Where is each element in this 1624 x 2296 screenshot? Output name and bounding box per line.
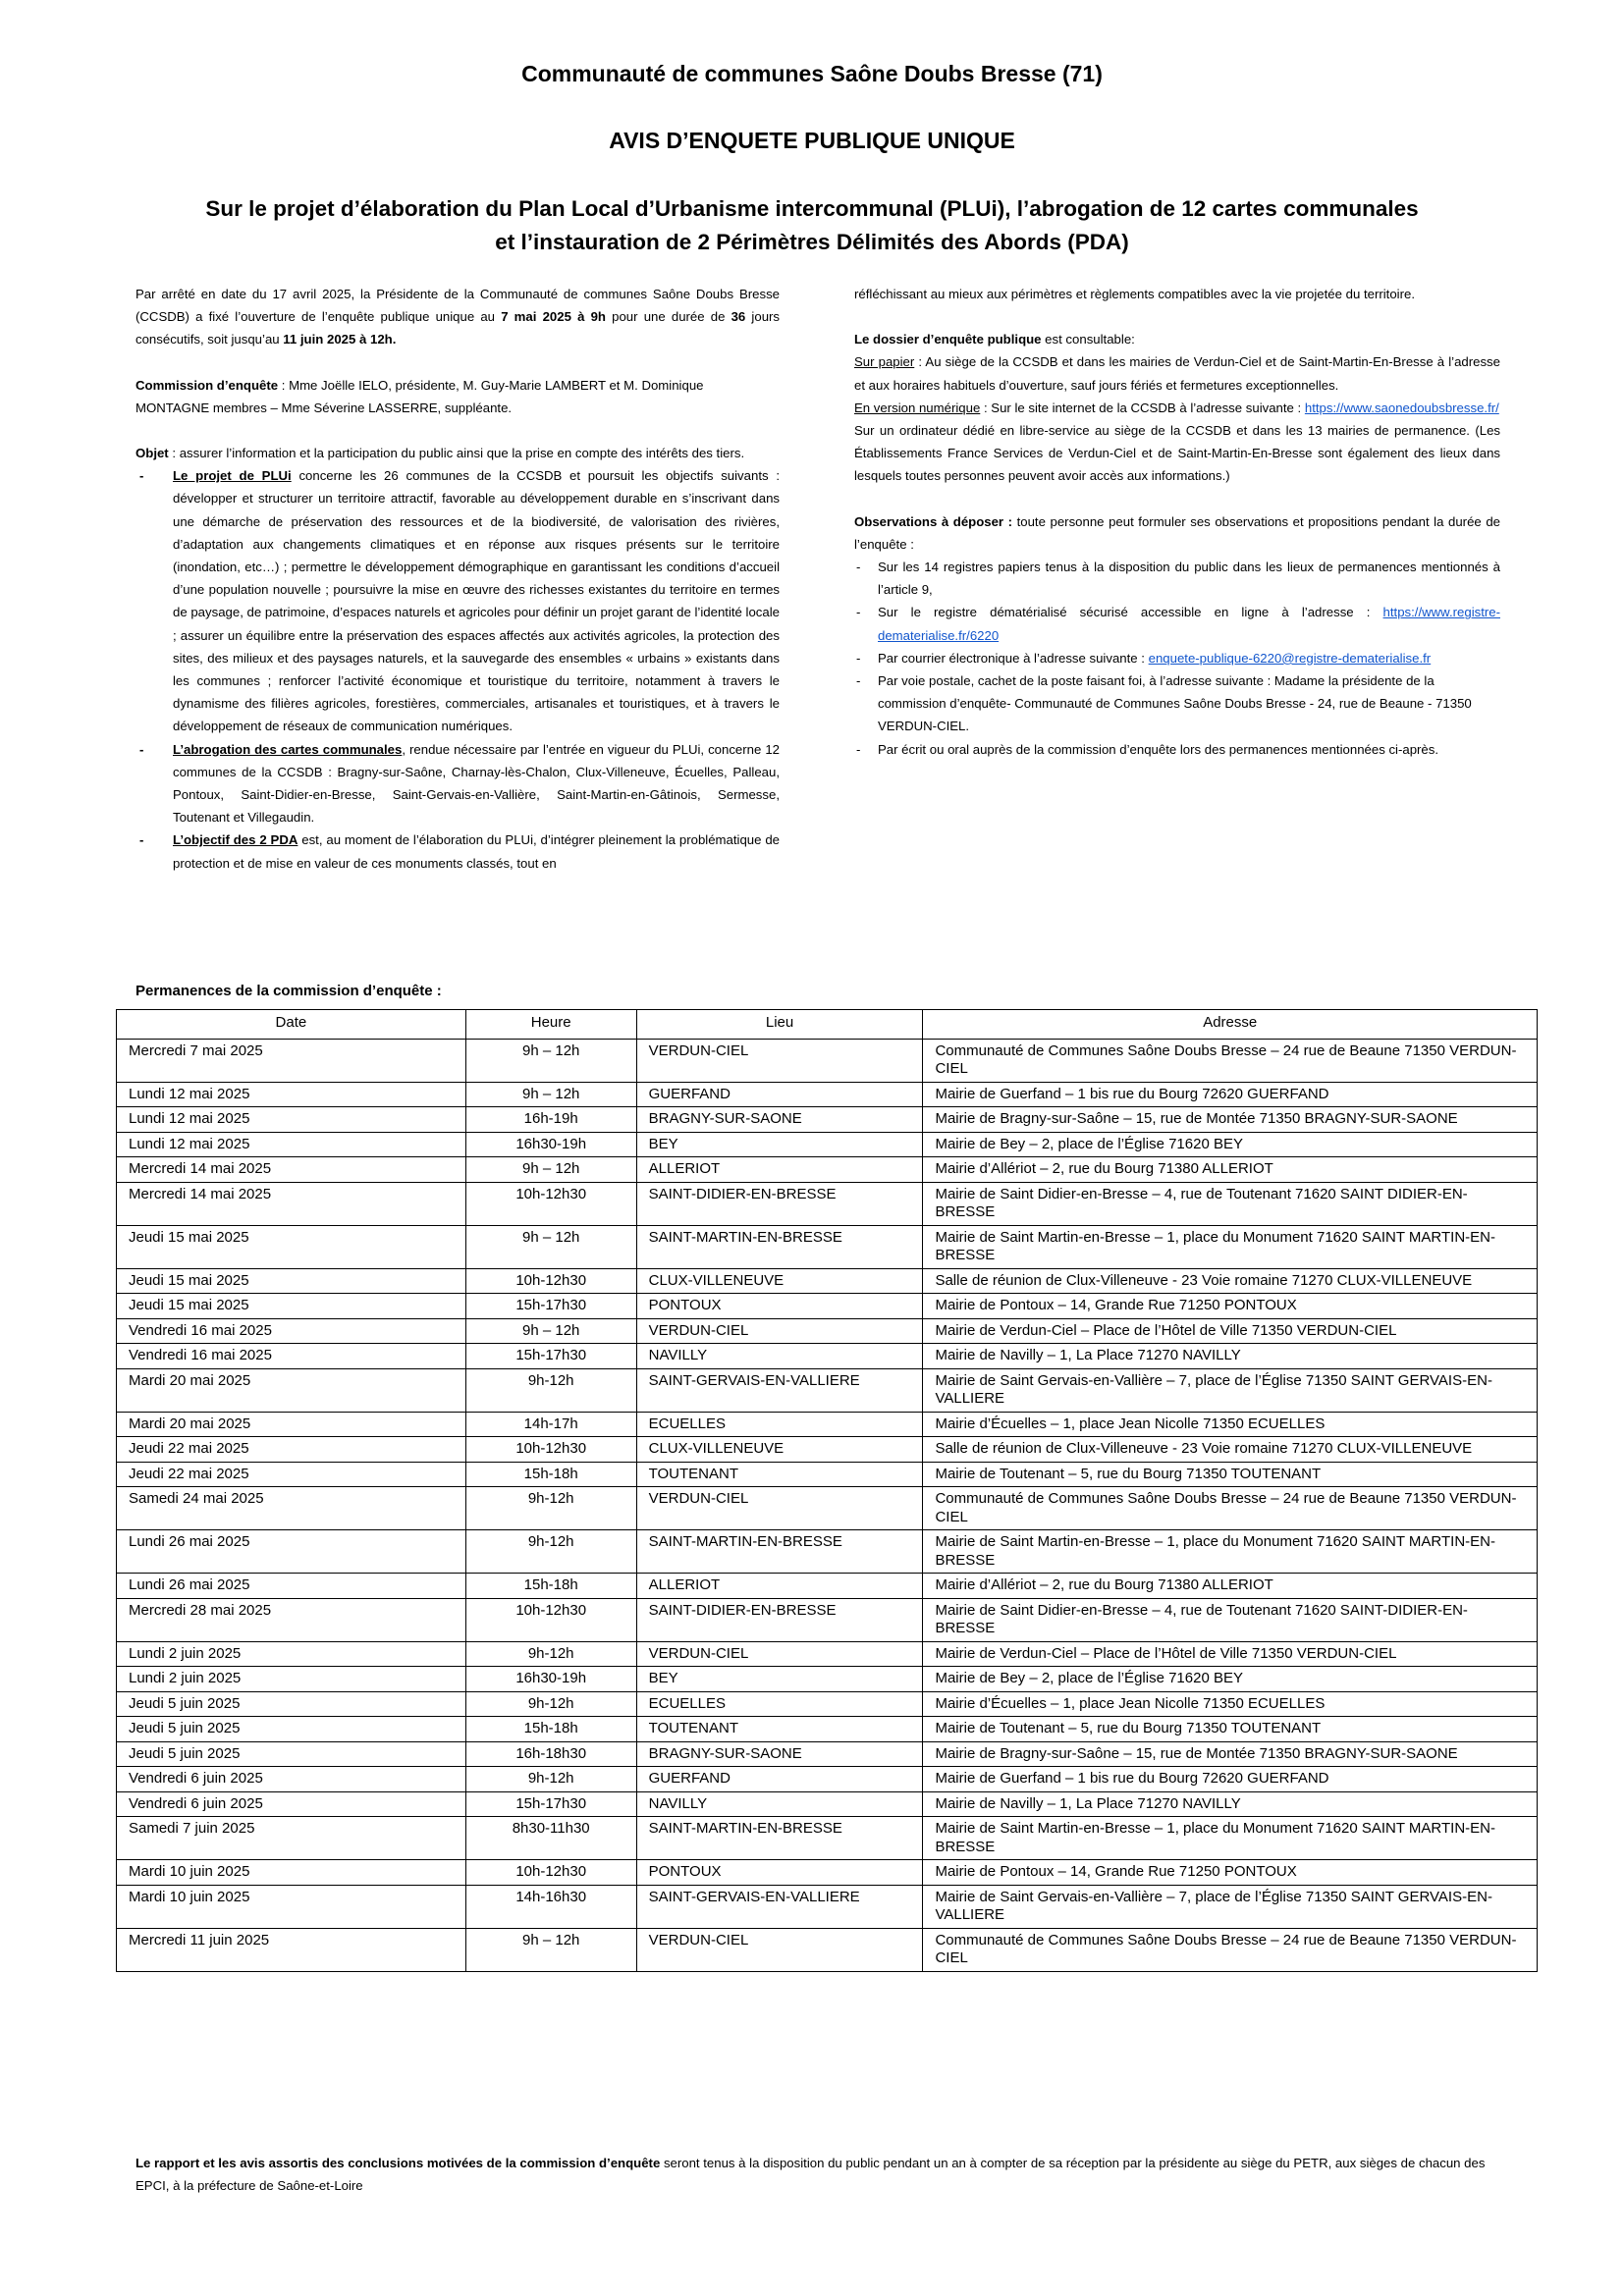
cell-heure: 9h-12h [465, 1691, 636, 1717]
cell-heure: 16h30-19h [465, 1667, 636, 1692]
cell-lieu: NAVILLY [636, 1791, 923, 1817]
cell-adresse: Mairie de Navilly – 1, La Place 71270 NAVILLY [923, 1344, 1538, 1369]
cell-lieu: SAINT-MARTIN-EN-BRESSE [636, 1530, 923, 1574]
cell-date: Samedi 24 mai 2025 [117, 1487, 466, 1530]
cell-heure: 14h-16h30 [465, 1885, 636, 1928]
table-row [117, 1082, 1538, 1107]
cell-adresse: Salle de réunion de Clux-Villeneuve - 23 Voie romaine 71270 CLUX-VILLENEUVE [923, 1268, 1538, 1294]
table-row [117, 1691, 1538, 1717]
cell-heure: 9h – 12h [465, 1225, 636, 1268]
cell-lieu: BEY [636, 1132, 923, 1157]
cell-heure: 9h – 12h [465, 1928, 636, 1971]
cell-lieu: ALLERIOT [636, 1157, 923, 1183]
header-adresse: Adresse [923, 1010, 1538, 1040]
table-row [117, 1885, 1538, 1928]
cell-lieu: BEY [636, 1667, 923, 1692]
cell-lieu: ECUELLES [636, 1691, 923, 1717]
cell-date: Vendredi 6 juin 2025 [117, 1791, 466, 1817]
cell-lieu: CLUX-VILLENEUVE [636, 1437, 923, 1463]
header-heure: Heure [465, 1010, 636, 1040]
cell-heure: 15h-18h [465, 1462, 636, 1487]
cell-heure: 9h-12h [465, 1641, 636, 1667]
email-link[interactable]: enquete-publique-6220@registre-dematerialise.fr [1148, 650, 1432, 666]
cell-heure: 15h-18h [465, 1717, 636, 1742]
cell-date: Mercredi 14 mai 2025 [117, 1157, 466, 1183]
cell-date: Mardi 20 mai 2025 [117, 1368, 466, 1412]
table-row [117, 1741, 1538, 1767]
list-item-courriel: - Par courrier électronique à l’adresse suivante : enquete-publique-6220@registre-dematerialise.fr [854, 647, 1500, 669]
cell-heure: 8h30-11h30 [465, 1817, 636, 1860]
cell-date: Mardi 20 mai 2025 [117, 1412, 466, 1437]
cell-heure: 9h-12h [465, 1487, 636, 1530]
table-row [117, 1157, 1538, 1183]
cell-adresse: Mairie de Saint Martin-en-Bresse – 1, place du Monument 71620 SAINT MARTIN-EN-BRESSE [923, 1225, 1538, 1268]
cell-adresse: Communauté de Communes Saône Doubs Bresse – 24 rue de Beaune 71350 VERDUN-CIEL [923, 1928, 1538, 1971]
cell-heure: 9h – 12h [465, 1157, 636, 1183]
cell-adresse: Mairie de Saint Didier-en-Bresse – 4, rue de Toutenant 71620 SAINT-DIDIER-EN-BRESSE [923, 1598, 1538, 1641]
intro-paragraph: Par arrêté en date du 17 avril 2025, la Présidente de la Communauté de communes Saône Doubs Bresse (CCSDB) a fixé l’ouverture de l’enquête publique unique au 7 mai 2025 à 9h pour une durée de 36 jours consécutifs, soit jusqu’au 11 juin 2025 à 12h. [135, 287, 781, 347]
cell-date: Mardi 10 juin 2025 [117, 1885, 466, 1928]
list-item-oral: - Par écrit ou oral auprès de la commission d’enquête lors des permanences mentionnées ci-après. [854, 738, 1500, 761]
cell-heure: 9h-12h [465, 1368, 636, 1412]
table-row [117, 1107, 1538, 1133]
observations-list [854, 556, 1500, 761]
cell-lieu: NAVILLY [636, 1344, 923, 1369]
cell-lieu: SAINT-GERVAIS-EN-VALLIERE [636, 1885, 923, 1928]
cell-adresse: Mairie de Verdun-Ciel – Place de l’Hôtel de Ville 71350 VERDUN-CIEL [923, 1318, 1538, 1344]
organization-title: Communauté de communes Saône Doubs Bresse (71) [521, 61, 1103, 86]
cell-date: Lundi 2 juin 2025 [117, 1641, 466, 1667]
footer-note: Le rapport et les avis assortis des conclusions motivées de la commission d’enquête seront tenus à la disposition du public pendant un an à compter de sa réception par la présidente au siège du PETR, aux sièges de chacun des EPCI, à la préfecture de Saône-et-Loire [135, 2156, 1486, 2193]
list-item-pda: - L’objectif des 2 PDA est, au moment de l’élaboration du PLUi, d’intégrer pleinement la problématique de protection et de mise en valeur de ces monuments classés, tout en [135, 828, 780, 874]
table-row [117, 1268, 1538, 1294]
cell-adresse: Mairie de Pontoux – 14, Grande Rue 71250 PONTOUX [923, 1294, 1538, 1319]
cell-date: Lundi 12 mai 2025 [117, 1082, 466, 1107]
table-row [117, 1530, 1538, 1574]
cell-lieu: PONTOUX [636, 1294, 923, 1319]
list-item-cartes: - L’abrogation des cartes communales, rendue nécessaire par l’entrée en vigueur du PLUi, concerne 12 communes de la CCSDB : Bragny-sur-Saône, Charnay-lès-Chalon, Clux-Villeneuve, Écuelles, Palleau, Pontoux, Saint-Didier-en-Bresse, Saint-Gervais-en-Vallière, Saint-Martin-en-Gâtinois, Sermesse, Toutenant et Villegaudin. [135, 738, 780, 829]
cell-heure: 10h-12h30 [465, 1598, 636, 1641]
cell-date: Mercredi 28 mai 2025 [117, 1598, 466, 1641]
cell-lieu: SAINT-GERVAIS-EN-VALLIERE [636, 1368, 923, 1412]
table-row [117, 1574, 1538, 1599]
list-item-postale: - Par voie postale, cachet de la poste faisant foi, à l’adresse suivante : Madame la présidente de la commission d’enquête- Communauté de Communes Saône Doubs Bresse - 24, rue de Beaune - 71350 VERDUN-CIEL. [854, 669, 1500, 738]
cell-adresse: Mairie de Bragny-sur-Saône – 15, rue de Montée 71350 BRAGNY-SUR-SAONE [923, 1741, 1538, 1767]
table-header-row [117, 1010, 1538, 1040]
cell-lieu: VERDUN-CIEL [636, 1039, 923, 1082]
dossier-heading: Le dossier d’enquête publique est consultable: [854, 332, 1135, 347]
cell-lieu: CLUX-VILLENEUVE [636, 1268, 923, 1294]
cell-lieu: PONTOUX [636, 1860, 923, 1886]
cell-lieu: SAINT-MARTIN-EN-BRESSE [636, 1225, 923, 1268]
cell-date: Lundi 2 juin 2025 [117, 1667, 466, 1692]
cell-adresse: Mairie de Navilly – 1, La Place 71270 NAVILLY [923, 1791, 1538, 1817]
papier-paragraph: Sur papier : Au siège de la CCSDB et dans les mairies de Verdun-Ciel et de Saint-Martin-En-Bresse à l’adresse et aux horaires habituels d’ouverture, sauf jours fériés et fermetures exceptionnelles. [854, 354, 1500, 393]
table-row [117, 1039, 1538, 1082]
cell-heure: 9h-12h [465, 1530, 636, 1574]
objet-paragraph: Objet : assurer l’information et la participation du public ainsi que la prise en compte des intérêts des tiers. [135, 446, 745, 461]
cell-heure: 9h – 12h [465, 1318, 636, 1344]
header-lieu: Lieu [636, 1010, 923, 1040]
table-row [117, 1487, 1538, 1530]
cell-date: Samedi 7 juin 2025 [117, 1817, 466, 1860]
cell-heure: 16h-18h30 [465, 1741, 636, 1767]
cell-lieu: TOUTENANT [636, 1717, 923, 1742]
table-row [117, 1598, 1538, 1641]
cell-heure: 10h-12h30 [465, 1182, 636, 1225]
header-date: Date [117, 1010, 466, 1040]
cell-date: Mercredi 14 mai 2025 [117, 1182, 466, 1225]
permanences-title: Permanences de la commission d’enquête : [135, 983, 442, 999]
subject-line-1: Sur le projet d’élaboration du Plan Local d’Urbanisme intercommunal (PLUi), l’abrogation de 12 cartes communales [205, 196, 1419, 221]
cell-heure: 15h-17h30 [465, 1294, 636, 1319]
list-item-plui: - Le projet de PLUi concerne les 26 communes de la CCSDB et poursuit les objectifs suivants : développer et structurer un territoire attractif, favorable au développement durable en s’inscrivant dans une démarche de préservation des ressources et de la biodiversité, de valorisation des rivières, d’adaptation aux changements climatiques et en réponse aux risques présents sur le territoire (inondation, etc…) ; permettre le développement démographique en garantissant les conditions d’accueil d’une population nouvelle ; poursuivre la mise en œuvre des richesses existantes du territoire en termes de paysage, de patrimoine, d’espaces naturels et agricoles pour définir un projet garant de l’identité locale ; assurer un équilibre entre la préservation des espaces affectés aux activités agricoles, la protection des sites, des milieux et des paysages naturels, et la sauvegarde des ensembles « urbains » existants dans les communes ; renforcer l’activité économique et touristique du territoire, notamment à travers le dynamisme des filières agricoles, forestières, commerciales, artisanales et touristiques, et à travers le développement de réseaux de communication numériques. [135, 464, 780, 737]
cell-heure: 9h-12h [465, 1767, 636, 1792]
table-row [117, 1132, 1538, 1157]
cell-adresse: Mairie de Bey – 2, place de l’Église 71620 BEY [923, 1132, 1538, 1157]
cell-lieu: BRAGNY-SUR-SAONE [636, 1107, 923, 1133]
table-row [117, 1767, 1538, 1792]
cell-adresse: Mairie de Saint Gervais-en-Vallière – 7, place de l’Église 71350 SAINT GERVAIS-EN-VALLIERE [923, 1368, 1538, 1412]
table-row [117, 1717, 1538, 1742]
objet-list [135, 464, 780, 875]
cell-heure: 9h – 12h [465, 1082, 636, 1107]
cell-date: Vendredi 16 mai 2025 [117, 1344, 466, 1369]
cell-adresse: Communauté de Communes Saône Doubs Bresse – 24 rue de Beaune 71350 VERDUN-CIEL [923, 1039, 1538, 1082]
ordinateur-paragraph: Sur un ordinateur dédié en libre-service au siège de la CCSDB et dans les 13 mairies de permanence. (Les Établissements France Services de Verdun-Ciel et de Saint-Martin-En-Bresse sont également des lieux dans lesquels toutes personnes peuvent avoir accès aux informations.) [854, 423, 1500, 484]
cell-lieu: BRAGNY-SUR-SAONE [636, 1741, 923, 1767]
cell-lieu: SAINT-DIDIER-EN-BRESSE [636, 1182, 923, 1225]
cell-heure: 10h-12h30 [465, 1268, 636, 1294]
left-column [135, 283, 780, 875]
cell-date: Lundi 12 mai 2025 [117, 1107, 466, 1133]
table-row [117, 1462, 1538, 1487]
cell-adresse: Mairie d’Allériot – 2, rue du Bourg 71380 ALLERIOT [923, 1157, 1538, 1183]
cell-date: Jeudi 22 mai 2025 [117, 1462, 466, 1487]
subject-title [0, 192, 1624, 259]
cell-adresse: Mairie de Saint Gervais-en-Vallière – 7, place de l’Église 71350 SAINT GERVAIS-EN-VALLIERE [923, 1885, 1538, 1928]
permanences-body [117, 1039, 1538, 1971]
cell-heure: 16h-19h [465, 1107, 636, 1133]
cell-heure: 10h-12h30 [465, 1860, 636, 1886]
cell-date: Vendredi 6 juin 2025 [117, 1767, 466, 1792]
cell-adresse: Mairie d’Écuelles – 1, place Jean Nicolle 71350 ECUELLES [923, 1691, 1538, 1717]
cell-lieu: VERDUN-CIEL [636, 1928, 923, 1971]
notice-title: AVIS D’ENQUETE PUBLIQUE UNIQUE [609, 128, 1015, 153]
table-row [117, 1344, 1538, 1369]
cell-adresse: Mairie de Toutenant – 5, rue du Bourg 71350 TOUTENANT [923, 1717, 1538, 1742]
table-row [117, 1928, 1538, 1971]
pda-continuation: réfléchissant au mieux aux périmètres et règlements compatibles avec la vie projetée du territoire. [854, 287, 1415, 301]
cell-adresse: Mairie de Saint Martin-en-Bresse – 1, place du Monument 71620 SAINT MARTIN-EN-BRESSE [923, 1530, 1538, 1574]
subject-line-2: et l’instauration de 2 Périmètres Délimités des Abords (PDA) [495, 230, 1129, 254]
registre-link[interactable]: https://www.registre-dematerialise.fr/6220 [878, 605, 1500, 643]
cell-adresse: Mairie de Saint Martin-en-Bresse – 1, place du Monument 71620 SAINT MARTIN-EN-BRESSE [923, 1817, 1538, 1860]
cell-heure: 9h – 12h [465, 1039, 636, 1082]
cell-adresse: Mairie de Pontoux – 14, Grande Rue 71250 PONTOUX [923, 1860, 1538, 1886]
cell-heure: 15h-17h30 [465, 1344, 636, 1369]
cell-lieu: SAINT-DIDIER-EN-BRESSE [636, 1598, 923, 1641]
cell-heure: 14h-17h [465, 1412, 636, 1437]
cell-adresse: Mairie de Guerfand – 1 bis rue du Bourg 72620 GUERFAND [923, 1082, 1538, 1107]
cell-heure: 16h30-19h [465, 1132, 636, 1157]
cell-lieu: TOUTENANT [636, 1462, 923, 1487]
cell-lieu: SAINT-MARTIN-EN-BRESSE [636, 1817, 923, 1860]
list-item-registres: - Sur les 14 registres papiers tenus à la disposition du public dans les lieux de permanences mentionnés à l’article 9, [854, 556, 1500, 601]
permanences-table [116, 1009, 1538, 1972]
table-row [117, 1817, 1538, 1860]
cell-date: Vendredi 16 mai 2025 [117, 1318, 466, 1344]
cell-date: Lundi 12 mai 2025 [117, 1132, 466, 1157]
table-row [117, 1368, 1538, 1412]
cell-heure: 10h-12h30 [465, 1437, 636, 1463]
cell-lieu: GUERFAND [636, 1767, 923, 1792]
cell-date: Mercredi 11 juin 2025 [117, 1928, 466, 1971]
cell-lieu: VERDUN-CIEL [636, 1487, 923, 1530]
table-row [117, 1437, 1538, 1463]
cell-date: Lundi 26 mai 2025 [117, 1574, 466, 1599]
cell-date: Jeudi 5 juin 2025 [117, 1741, 466, 1767]
table-row [117, 1667, 1538, 1692]
table-row [117, 1860, 1538, 1886]
table-row [117, 1412, 1538, 1437]
cell-adresse: Mairie de Saint Didier-en-Bresse – 4, rue de Toutenant 71620 SAINT DIDIER-EN-BRESSE [923, 1182, 1538, 1225]
cell-date: Lundi 26 mai 2025 [117, 1530, 466, 1574]
table-row [117, 1318, 1538, 1344]
cell-date: Jeudi 15 mai 2025 [117, 1294, 466, 1319]
cell-lieu: VERDUN-CIEL [636, 1641, 923, 1667]
table-row [117, 1791, 1538, 1817]
cell-adresse: Mairie de Toutenant – 5, rue du Bourg 71350 TOUTENANT [923, 1462, 1538, 1487]
cell-date: Mercredi 7 mai 2025 [117, 1039, 466, 1082]
cell-date: Jeudi 22 mai 2025 [117, 1437, 466, 1463]
cell-adresse: Mairie de Guerfand – 1 bis rue du Bourg 72620 GUERFAND [923, 1767, 1538, 1792]
cell-date: Jeudi 5 juin 2025 [117, 1717, 466, 1742]
cell-heure: 15h-17h30 [465, 1791, 636, 1817]
table-row [117, 1294, 1538, 1319]
cell-adresse: Mairie de Bey – 2, place de l’Église 71620 BEY [923, 1667, 1538, 1692]
cell-lieu: GUERFAND [636, 1082, 923, 1107]
cell-lieu: ECUELLES [636, 1412, 923, 1437]
cell-adresse: Salle de réunion de Clux-Villeneuve - 23 Voie romaine 71270 CLUX-VILLENEUVE [923, 1437, 1538, 1463]
cell-lieu: VERDUN-CIEL [636, 1318, 923, 1344]
commission-paragraph: Commission d’enquête : Mme Joëlle IELO, présidente, M. Guy-Marie LAMBERT et M. Dominique MONTAGNE membres – Mme Séverine LASSERRE, suppléante. [135, 377, 704, 415]
cell-date: Jeudi 15 mai 2025 [117, 1268, 466, 1294]
right-column [854, 283, 1500, 761]
cell-adresse: Mairie d’Écuelles – 1, place Jean Nicolle 71350 ECUELLES [923, 1412, 1538, 1437]
cell-adresse: Mairie de Verdun-Ciel – Place de l’Hôtel de Ville 71350 VERDUN-CIEL [923, 1641, 1538, 1667]
observations-heading: Observations à déposer : toute personne peut formuler ses observations et propositions pendant la durée de l’enquête : [854, 513, 1500, 552]
cell-date: Mardi 10 juin 2025 [117, 1860, 466, 1886]
list-item-registre-dematerialise: - Sur le registre dématérialisé sécurisé accessible en ligne à l’adresse : https://www.registre-dematerialise.fr/6220 [854, 601, 1500, 646]
cell-date: Jeudi 15 mai 2025 [117, 1225, 466, 1268]
cell-heure: 15h-18h [465, 1574, 636, 1599]
cell-adresse: Communauté de Communes Saône Doubs Bresse – 24 rue de Beaune 71350 VERDUN-CIEL [923, 1487, 1538, 1530]
cell-adresse: Mairie d’Allériot – 2, rue du Bourg 71380 ALLERIOT [923, 1574, 1538, 1599]
cell-lieu: ALLERIOT [636, 1574, 923, 1599]
table-row [117, 1182, 1538, 1225]
table-row [117, 1641, 1538, 1667]
cell-date: Jeudi 5 juin 2025 [117, 1691, 466, 1717]
table-row [117, 1225, 1538, 1268]
cell-adresse: Mairie de Bragny-sur-Saône – 15, rue de Montée 71350 BRAGNY-SUR-SAONE [923, 1107, 1538, 1133]
numerique-paragraph: En version numérique : Sur le site internet de la CCSDB à l’adresse suivante : https://www.saonedoubsbresse.fr/ [854, 400, 1499, 415]
ccsdb-website-link[interactable]: https://www.saonedoubsbresse.fr/ [1304, 400, 1499, 415]
